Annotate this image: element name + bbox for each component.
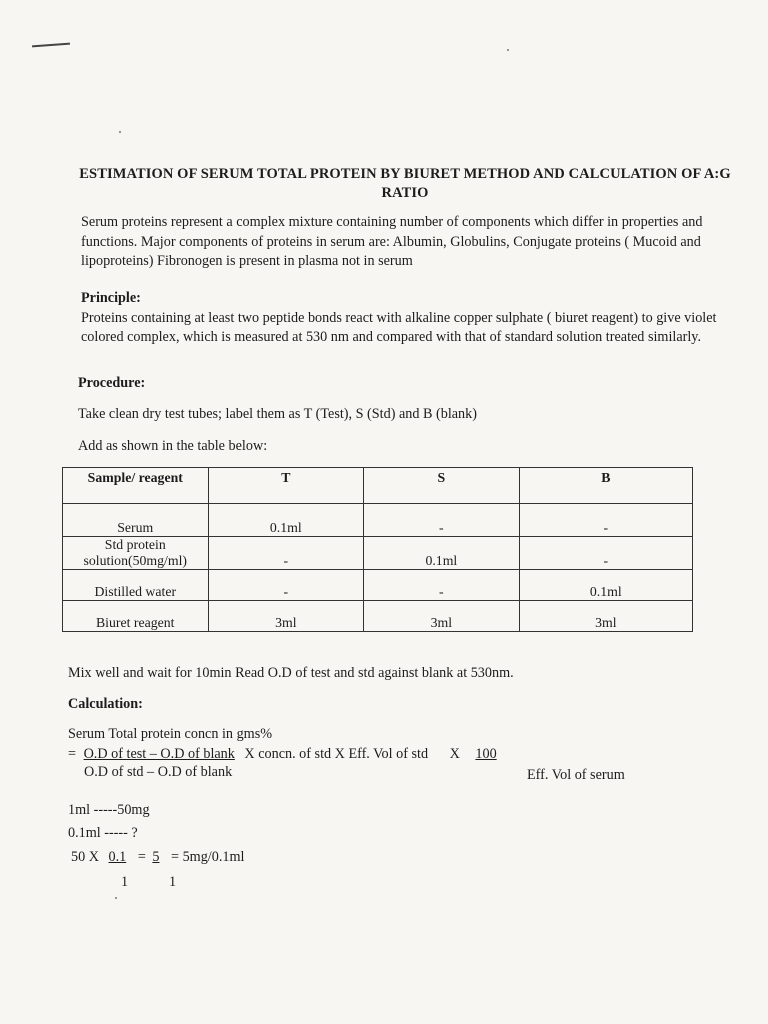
- table-row: [63, 601, 693, 632]
- formula-hundred: 100: [475, 746, 497, 762]
- work-eq: =: [137, 849, 146, 865]
- header-sample: Sample/ reagent: [63, 468, 209, 504]
- cell-label: Distilled water: [63, 570, 209, 601]
- formula-x: X: [449, 746, 460, 762]
- cell-label: Serum: [63, 504, 209, 537]
- intro-paragraph: Serum proteins represent a complex mixture containing number of components which differ in properties and functions. Major components of proteins in serum are: Albumin, Globulins, Conjugate proteins ( Mucoid and lipoproteins) Fibronogen is present in plasma not in serum: [81, 214, 703, 269]
- cell-label: Biuret reagent: [63, 601, 209, 632]
- speck: [507, 49, 509, 51]
- table-header-row: [63, 468, 693, 504]
- cell-b: -: [519, 504, 692, 537]
- calc-line-1: Serum Total protein concn in gms%: [68, 726, 273, 742]
- table-row: [63, 537, 693, 570]
- principle-section: [81, 289, 761, 348]
- cell-t: 0.1ml: [208, 504, 364, 537]
- cell-b: -: [519, 537, 692, 570]
- formula-denominator: O.D of std – O.D of blank: [84, 764, 233, 780]
- cell-label-line1: Std protein: [104, 537, 166, 552]
- speck: [119, 131, 121, 133]
- cell-t: 3ml: [208, 601, 364, 632]
- work-50x: 50 X: [71, 849, 99, 865]
- cell-t: -: [208, 537, 364, 570]
- work-result: = 5mg/0.1ml: [171, 849, 245, 865]
- pen-mark: [32, 43, 70, 48]
- work-denom-2: 1: [169, 874, 177, 890]
- cell-b: 3ml: [519, 601, 692, 632]
- header-t: T: [208, 468, 364, 504]
- formula-numerator: O.D of test – O.D of blank: [83, 746, 235, 762]
- mix-instruction: Mix well and wait for 10min Read O.D of test and std against blank at 530nm.: [68, 665, 514, 681]
- reagent-table: [62, 467, 693, 632]
- procedure-step-1: Take clean dry test tubes; label them as T (Test), S (Std) and B (blank): [78, 406, 477, 422]
- work-5: 5: [152, 849, 160, 865]
- cell-label-line2: solution(50mg/ml): [83, 553, 187, 568]
- table-row: [63, 570, 693, 601]
- header-s: S: [364, 468, 520, 504]
- work-line-3: [71, 849, 244, 866]
- cell-s: -: [364, 504, 520, 537]
- work-line-2: 0.1ml ----- ?: [68, 825, 138, 841]
- calculation-heading: Calculation:: [68, 696, 143, 712]
- cell-s: 3ml: [364, 601, 520, 632]
- formula-multipliers: X concn. of std X Eff. Vol of std: [244, 746, 429, 762]
- table-row: [63, 504, 693, 537]
- formula-equals: =: [68, 746, 77, 762]
- principle-text: Proteins containing at least two peptide bonds react with alkaline copper sulphate ( biuret reagent) to give violet colored complex, which is measured at 530 nm and compared with that of standard solution treated similarly.: [81, 309, 717, 345]
- document-title: ESTIMATION OF SERUM TOTAL PROTEIN BY BIURET METHOD AND CALCULATION OF A:G RATIO: [79, 166, 731, 201]
- work-denom-1: 1: [121, 874, 129, 890]
- cell-s: 0.1ml: [364, 537, 520, 570]
- formula-row: [68, 746, 497, 763]
- cell-b: 0.1ml: [519, 570, 692, 601]
- cell-s: -: [364, 570, 520, 601]
- speck: [115, 897, 117, 899]
- principle-heading: Principle:: [81, 290, 141, 306]
- cell-label: [63, 537, 209, 570]
- formula-eff-serum: Eff. Vol of serum: [527, 767, 625, 783]
- procedure-step-2: Add as shown in the table below:: [78, 438, 268, 454]
- work-line-1: 1ml -----50mg: [68, 802, 150, 818]
- work-01: 0.1: [108, 849, 127, 865]
- header-b: B: [519, 468, 692, 504]
- cell-t: -: [208, 570, 364, 601]
- procedure-heading: Procedure:: [78, 375, 146, 391]
